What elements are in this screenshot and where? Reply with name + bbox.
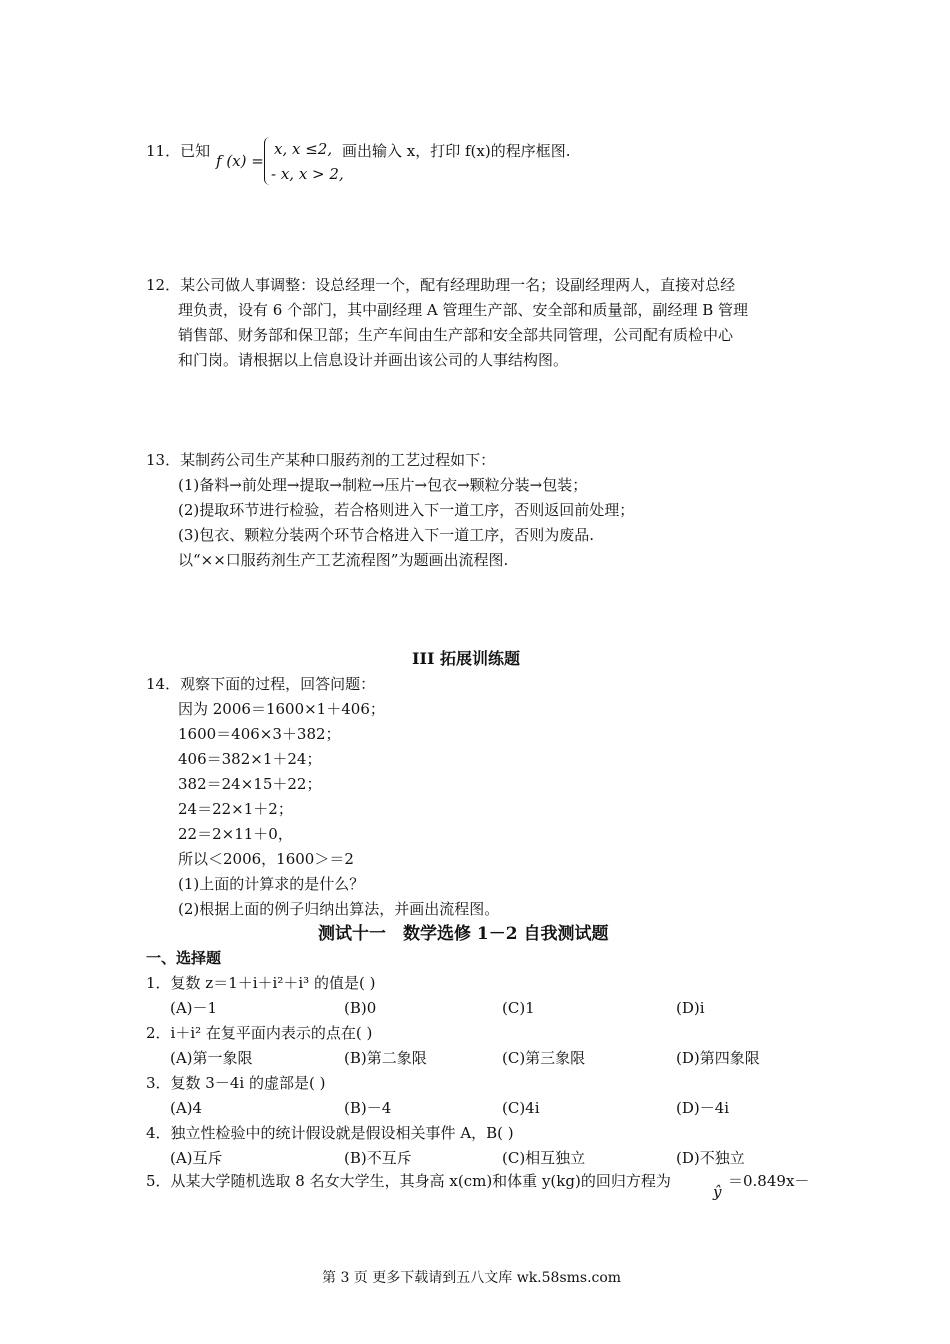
mc-option-a: (A)互斥 <box>170 1149 223 1167</box>
q13-line: 以“××口服药剂生产工艺流程图”为题画出流程图. <box>178 551 509 569</box>
q11-case-2: - x, x > 2, <box>271 165 344 183</box>
mc-option-a: (A)第一象限 <box>170 1049 253 1067</box>
q11-instruction: 画出输入 x，打印 f(x)的程序框图. <box>342 142 571 160</box>
mc-option-d: (D)－4i <box>676 1099 730 1117</box>
q12-line: 和门岗。请根据以上信息设计并画出该公司的人事结构图。 <box>178 351 569 369</box>
q14-line: 24＝22×1＋2； <box>178 800 293 818</box>
mc-option-a: (A)4 <box>170 1099 203 1117</box>
q12-line: 理负责，设有 6 个部门，其中副经理 A 管理生产部、安全部和质量部，副经理 B 管理 <box>178 301 749 319</box>
q12-line: 销售部、财务部和保卫部；生产车间由生产部和安全部共同管理，公司配有质检中心 <box>178 326 734 344</box>
q14-line: 1600＝406×3＋382； <box>178 725 341 743</box>
q11-number: 11．已知 <box>146 142 211 160</box>
q5-tail: ＝0.849x－ <box>728 1172 810 1190</box>
q5-text: 5．从某大学随机选取 8 名女大学生，其身高 x(cm)和体重 y(kg)的回归方程为 <box>146 1172 671 1190</box>
mc-option-b: (B)第二象限 <box>344 1049 427 1067</box>
mc-question-stem: 4．独立性检验中的统计假设就是假设相关事件 A，B( ) <box>146 1124 514 1142</box>
mc-option-b: (B)0 <box>344 999 377 1017</box>
mc-question-stem: 3．复数 3－4i 的虚部是( ) <box>146 1074 326 1092</box>
page-footer: 第 3 页 更多下载请到五八文库 wk.58sms.com <box>322 1270 622 1286</box>
q14-line: 14．观察下面的过程，回答问题： <box>146 675 376 693</box>
test-title: 测试十一 数学选修 1－2 自我测试题 <box>318 924 609 944</box>
mc-question-stem: 2．i＋i² 在复平面内表示的点在( ) <box>146 1024 373 1042</box>
mc-option-d: (D)不独立 <box>676 1149 745 1167</box>
mc-option-a: (A)－1 <box>170 999 218 1017</box>
q14-line: 因为 2006＝1600×1＋406； <box>178 700 385 718</box>
q5-yhat: ŷ <box>713 1183 722 1201</box>
mc-option-c: (C)4i <box>502 1099 540 1117</box>
mc-option-b: (B)不互斥 <box>344 1149 412 1167</box>
q14-line: 382＝24×15＋22； <box>178 775 322 793</box>
q14-line: 22＝2×11＋0， <box>178 825 293 843</box>
mc-option-c: (C)相互独立 <box>502 1149 586 1167</box>
q14-line: (2)根据上面的例子归纳出算法，并画出流程图。 <box>178 900 500 918</box>
mc-option-c: (C)第三象限 <box>502 1049 586 1067</box>
mc-question-stem: 1．复数 z＝1＋i＋i²＋i³ 的值是( ) <box>146 974 376 992</box>
mc-option-c: (C)1 <box>502 999 535 1017</box>
part-1-title: 一、选择题 <box>146 949 222 967</box>
mc-option-d: (D)i <box>676 999 705 1017</box>
q13-line: (2)提取环节进行检验，若合格则进入下一道工序，否则返回前处理； <box>178 501 635 519</box>
mc-option-d: (D)第四象限 <box>676 1049 760 1067</box>
q14-line: (1)上面的计算求的是什么？ <box>178 875 365 893</box>
q13-line: 13．某制药公司生产某种口服药剂的工艺过程如下： <box>146 451 496 469</box>
q13-line: (3)包衣、颗粒分装两个环节合格进入下一道工序，否则为废品. <box>178 526 595 544</box>
q12-line: 12．某公司做人事调整：设总经理一个，配有经理助理一名；设副经理两人，直接对总经 <box>146 276 736 294</box>
section-3-title: III 拓展训练题 <box>412 649 521 668</box>
q11-function: f (x) = <box>216 152 264 170</box>
q14-line: 所以＜2006，1600＞＝2 <box>178 850 354 868</box>
q11-case-1: x, x ≤2, <box>274 140 333 158</box>
q13-line: (1)备料→前处理→提取→制粒→压片→包衣→颗粒分装→包装； <box>178 476 588 494</box>
mc-option-b: (B)－4 <box>344 1099 392 1117</box>
q14-line: 406＝382×1＋24； <box>178 750 322 768</box>
